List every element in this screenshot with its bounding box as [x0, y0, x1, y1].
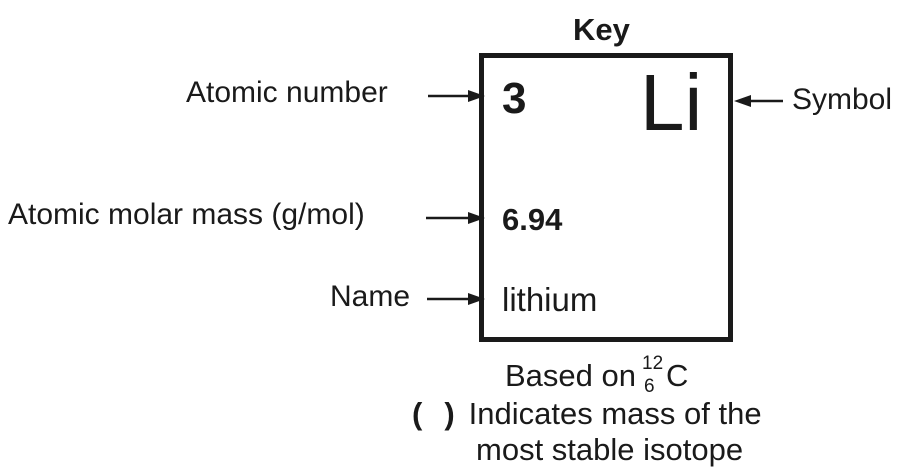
atomic-number-arrow — [428, 90, 485, 102]
name-arrow — [427, 293, 485, 305]
based-on-text: Based on — [505, 358, 636, 393]
isotope-mass-number: 12 — [642, 353, 664, 374]
key-title: Key — [573, 12, 630, 47]
element-name: lithium — [502, 281, 598, 318]
atomic-number-label: Atomic number — [186, 76, 388, 109]
paren-close: ) — [444, 396, 455, 431]
molar-mass-label: Atomic molar mass (g/mol) — [8, 198, 365, 231]
element-symbol: Li — [640, 58, 703, 147]
carbon-isotope-notation — [642, 353, 666, 397]
name-label: Name — [330, 280, 411, 313]
isotope-symbol: C — [666, 358, 689, 393]
isotope-atomic-number: 6 — [644, 376, 655, 397]
molar-mass-arrow — [426, 212, 485, 224]
atomic-number-value: 3 — [502, 74, 527, 123]
parentheses-note-text: Indicates mass of the — [468, 396, 762, 431]
parentheses-note-line2: most stable isotope — [476, 432, 744, 467]
symbol-arrow — [734, 95, 783, 107]
based-on-note — [505, 353, 689, 397]
molar-mass-value: 6.94 — [502, 202, 563, 237]
symbol-label: Symbol — [792, 83, 893, 116]
paren-open: ( — [412, 396, 423, 431]
parentheses-note-line1 — [412, 398, 762, 429]
